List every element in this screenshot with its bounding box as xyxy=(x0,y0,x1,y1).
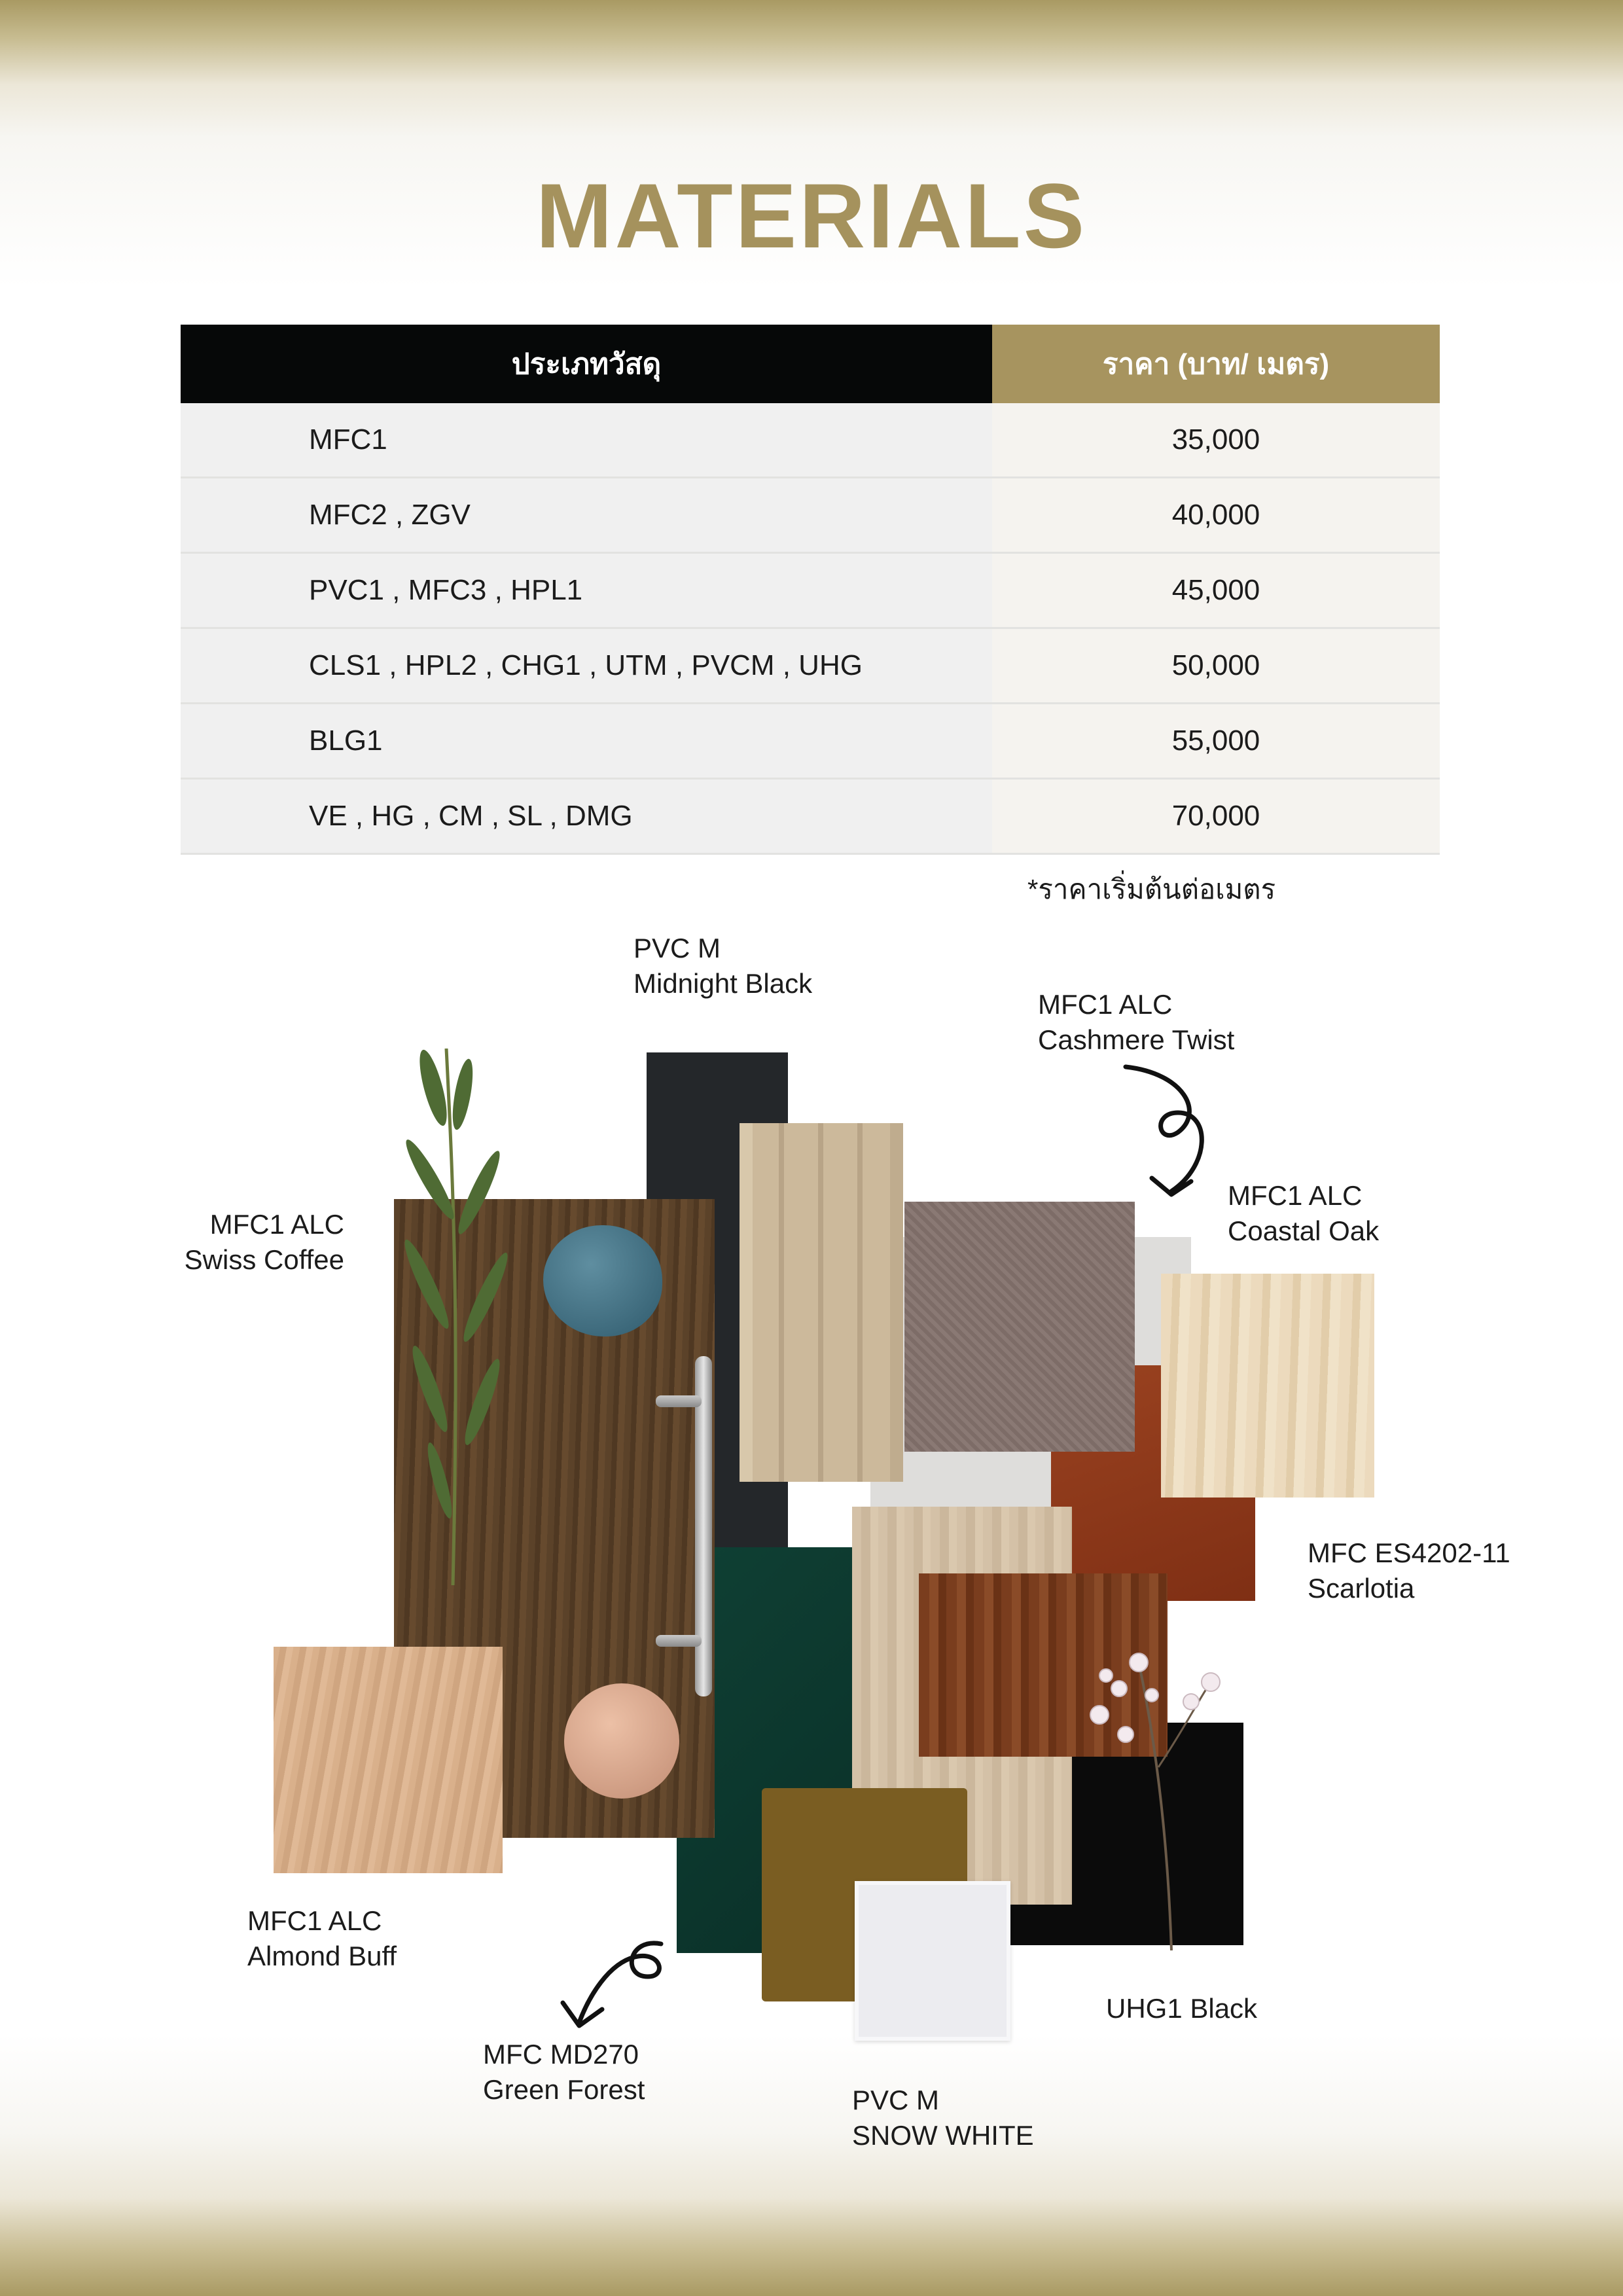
price-table xyxy=(181,325,1440,855)
table-row xyxy=(181,780,1440,855)
swatch-almond-buff xyxy=(274,1647,503,1873)
handle-post-top xyxy=(656,1395,702,1407)
cell-material-type: MFC1 xyxy=(181,403,992,476)
label-uhg1-black xyxy=(1106,1991,1257,2026)
label-name: Scarlotia xyxy=(1308,1573,1415,1604)
label-code: PVC M xyxy=(852,2085,940,2115)
table-row xyxy=(181,478,1440,554)
label-code: MFC1 ALC xyxy=(209,1209,344,1240)
cell-price: 35,000 xyxy=(992,403,1440,476)
label-code: MFC1 ALC xyxy=(1038,989,1173,1020)
price-note: *ราคาเริ่มต้นต่อเมตร xyxy=(1027,874,1276,905)
handle-post-bottom xyxy=(656,1635,702,1647)
label-name: Coastal Oak xyxy=(1228,1215,1380,1246)
swatch-snow-white xyxy=(855,1881,1010,2041)
label-code: MFC MD270 xyxy=(483,2039,639,2070)
panel-groove xyxy=(779,1123,784,1482)
label-name: Midnight Black xyxy=(633,968,813,999)
cell-price: 70,000 xyxy=(992,780,1440,853)
label-swiss-coffee xyxy=(131,1207,344,1278)
label-almond-buff xyxy=(247,1903,397,1974)
swatch-coastal-oak xyxy=(1161,1274,1374,1498)
cell-material-type: PVC1 , MFC3 , HPL1 xyxy=(181,554,992,627)
label-snow-white xyxy=(852,2083,1034,2153)
label-pvc-midnight-black xyxy=(633,931,812,1001)
label-green-forest xyxy=(483,2037,645,2108)
cell-price: 45,000 xyxy=(992,554,1440,627)
cell-material-type: MFC2 , ZGV xyxy=(181,478,992,552)
table-row xyxy=(181,704,1440,780)
cell-price: 50,000 xyxy=(992,629,1440,702)
cell-material-type: CLS1 , HPL2 , CHG1 , UTM , PVCM , UHG xyxy=(181,629,992,702)
swatch-cashmere-twist xyxy=(904,1202,1135,1452)
label-name: Swiss Coffee xyxy=(184,1244,344,1275)
label-code: UHG1 Black xyxy=(1106,1993,1258,2024)
label-code: MFC1 ALC xyxy=(1228,1180,1363,1211)
cell-material-type: VE , HG , CM , SL , DMG xyxy=(181,780,992,853)
page-title: MATERIALS xyxy=(535,164,1088,267)
table-row xyxy=(181,629,1440,704)
panel-groove xyxy=(818,1123,823,1482)
olive-branch-icon xyxy=(381,1049,525,1585)
label-cashmere-twist xyxy=(1038,987,1234,1058)
label-coastal-oak xyxy=(1228,1178,1379,1249)
panel-groove xyxy=(857,1123,863,1482)
cell-price: 40,000 xyxy=(992,478,1440,552)
label-name: Green Forest xyxy=(483,2074,645,2105)
pink-paint-blob xyxy=(564,1683,679,1799)
table-row xyxy=(181,403,1440,478)
label-name: Cashmere Twist xyxy=(1038,1024,1235,1055)
cell-price: 55,000 xyxy=(992,704,1440,778)
cell-material-type: BLG1 xyxy=(181,704,992,778)
bottom-gold-band xyxy=(0,2034,1623,2296)
table-row xyxy=(181,554,1440,629)
label-name: SNOW WHITE xyxy=(852,2120,1034,2151)
label-code: MFC1 ALC xyxy=(247,1905,382,1936)
label-code: MFC ES4202-11 xyxy=(1308,1537,1510,1568)
header-price: ราคา (บาท/ เมตร) xyxy=(992,325,1440,403)
swatch-swiss-coffee xyxy=(740,1123,903,1482)
curly-arrow-icon xyxy=(1113,1060,1230,1204)
blue-paint-blob xyxy=(543,1225,662,1336)
header-material-type: ประเภทวัสดุ xyxy=(181,325,992,403)
table-header xyxy=(181,325,1440,403)
curly-arrow-icon xyxy=(550,1937,681,2036)
label-name: Almond Buff xyxy=(247,1941,397,1971)
label-code: PVC M xyxy=(633,933,721,963)
white-flower-branch-icon xyxy=(1060,1623,1230,1950)
label-scarlotia xyxy=(1308,1535,1510,1606)
